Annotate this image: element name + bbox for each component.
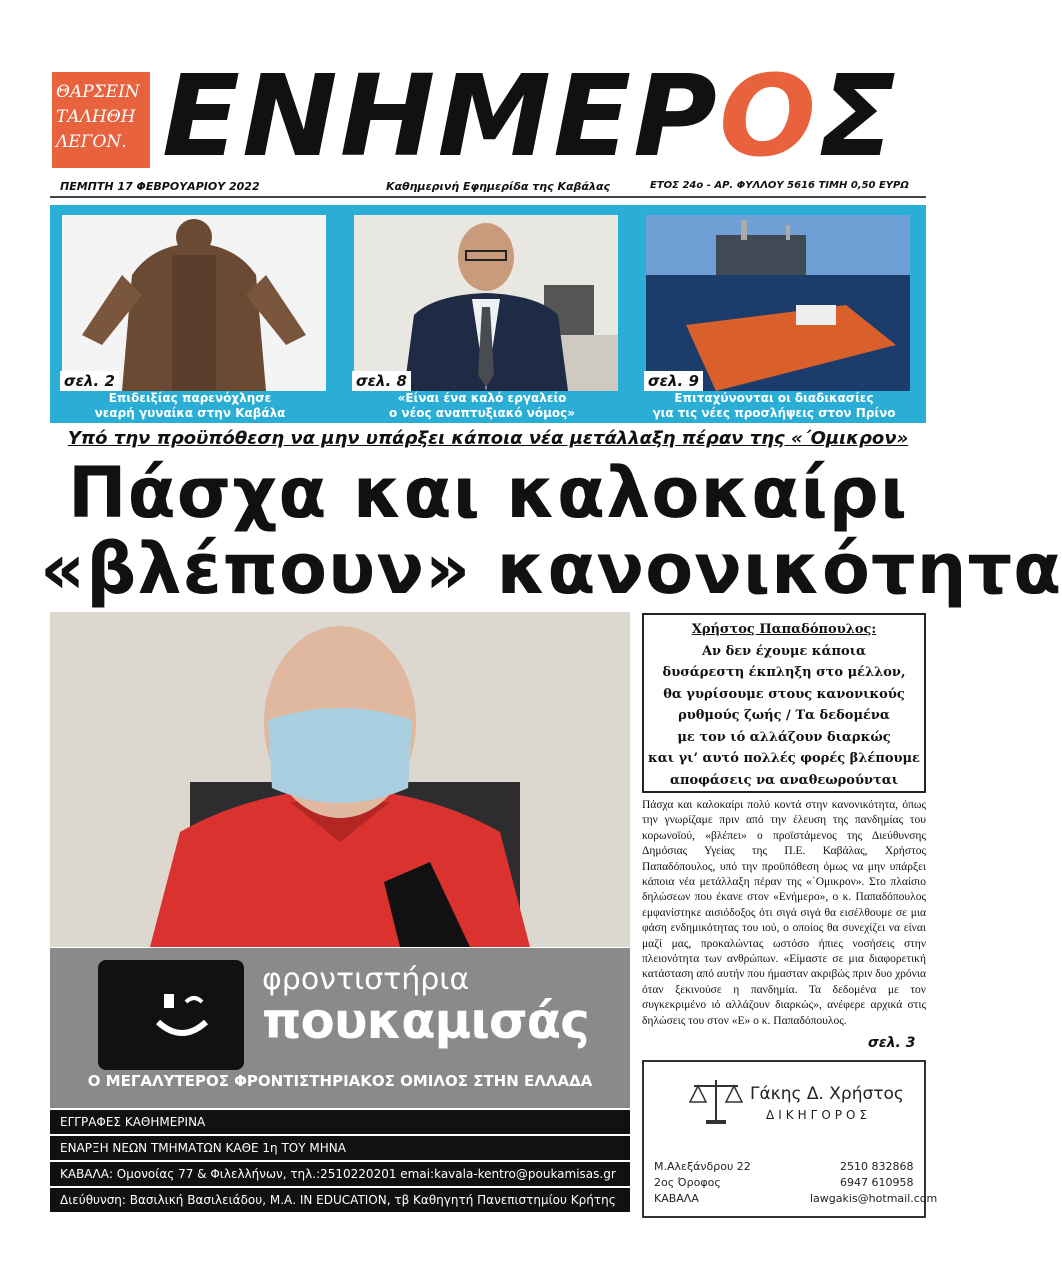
issue-info: ΕΤΟΣ 24ο - ΑΡ. ΦΥΛΛΟΥ 5616 ΤΙΜΗ 0,50 ΕΥΡΩ: [650, 180, 909, 191]
lawyer-business-card: [642, 1060, 938, 1218]
teaser-photo-oil-platform: [646, 215, 910, 391]
card-phone2: 6947 610958: [840, 1176, 914, 1189]
card-city: ΚΑΒΑΛΑ: [654, 1192, 699, 1205]
teaser-page-ref: σελ. 9: [644, 371, 703, 391]
quote-line: δυσάρεστη έκπληξη στο μέλλον,: [662, 665, 906, 680]
quote-line: θα γυρίσουμε στους κανονικούς: [663, 686, 905, 702]
lead-headline-line1: Πάσχα και καλοκαίρι: [68, 452, 908, 534]
teaser-caption: Επιταχύνονται οι διαδικασίες για τις νέες προσλήψεις στον Πρίνο: [652, 391, 896, 420]
main-photo-masked-man: [50, 612, 630, 947]
tutoring-ad[interactable]: [50, 948, 630, 1108]
ad-bar: ΕΓΓΡΑΦΕΣ ΚΑΘΗΜΕΡΙΝΑ: [50, 1110, 630, 1134]
lawyer-name: Γάκης Δ. Χρήστος: [750, 1084, 904, 1104]
ad-brand-small: φροντιστήρια: [262, 962, 470, 997]
teaser-page-ref: σελ. 8: [352, 371, 411, 391]
masthead-rule: [50, 196, 926, 198]
card-address2: 2ος Όροφος: [654, 1176, 721, 1189]
teaser-caption: «Είναι ένα καλό εργαλείο ο νέος αναπτυξιακό νόμος»: [388, 391, 576, 420]
teaser-strip: [50, 205, 926, 423]
issue-date: ΠΕΜΠΤΗ 17 ΦΕΒΡΟΥΑΡΙΟΥ 2022: [60, 180, 260, 193]
ad-bar: ΚΑΒΑΛΑ: Ομονοίας 77 & Φιλελλήνων, τηλ.:2510220201 emai:kavala-kentro@poukamisas.gr: [50, 1162, 630, 1186]
smiley-logo-icon: [98, 960, 244, 1070]
teaser-item[interactable]: [342, 205, 622, 423]
teaser-caption: Επιδειξίας παρενόχλησε νεαρή γυναίκα στην Καβάλα: [94, 391, 286, 420]
ad-tagline: Ο ΜΕΓΑΛΥΤΕΡΟΣ ΦΡΟΝΤΙΣΤΗΡΙΑΚΟΣ ΟΜΙΛΟΣ ΣΤΗΝ ΕΛΛΑΔΑ: [87, 1072, 593, 1090]
teaser-page-ref: σελ. 2: [60, 371, 119, 391]
card-address1: Μ.Αλεξάνδρου 22: [654, 1160, 751, 1173]
article-page-ref[interactable]: σελ. 3: [868, 1035, 916, 1051]
quote-line: και γι’ αυτό πολλές φορές βλέπουμε: [648, 751, 920, 766]
lead-kicker: Υπό την προϋπόθεση να μην υπάρξει κάποια νέα μετάλλαξη πέραν της «΄Ομικρον»: [67, 428, 909, 449]
ad-brand-big: πουκαμισάς: [262, 992, 589, 1050]
ad-bar: Διεύθυνση: Βασιλική Βασιλειάδου, Μ.Α. IN EDUCATION, τβ Καθηγητή Πανεπιστημίου Κρήτης: [50, 1188, 630, 1212]
masthead: [50, 52, 926, 182]
teaser-photo-flasher: [62, 215, 326, 391]
masthead-motto: ΘΑΡΣΕΙΝ ΤΑΛΗΘΗ ΛΕΓΟΝ.: [52, 72, 150, 168]
teaser-item[interactable]: [50, 205, 330, 423]
quote-speaker: Χρήστος Παπαδόπουλος:: [691, 622, 877, 637]
ad-info-bars: [50, 1110, 630, 1214]
scales-of-justice-icon: [688, 1076, 744, 1130]
quote-line: με τον ιό αλλάζουν διαρκώς: [677, 729, 891, 745]
quote-box: [642, 613, 926, 793]
article-body: Πάσχα και καλοκαίρι πολύ κοντά στην κανονικότητα, όπως την γνωρίζαμε πριν από την έλευση της πανδημίας του κορωνοϊού, «βλέπει» ο προϊστάμενος της Διεύθυνσης Δημόσιας Υγείας της Π.Ε. Καβάλας, Χρήστος Παπαδόπουλος, υπό την προϋπόθεση όμως να μην υπάρξει κάποια νέα μετάλλαξη πέραν της «΄Ομικρον». Στο πλαίσιο δηλώσεων που έκανε στον «Ενήμερο», ο κ. Παπαδόπουλος εμφανίστηκε αισιόδοξος ότι σιγά σιγά θα εισέλθουμε σε μια φάση ενδημικότητας του ιού, ο οποίος θα συνεχίζει να είναι μαζί μας, προκαλώντας ωστόσο ήπιες νοσήσεις στην πλειονότητα των ανθρώπων. «Είμαστε σε μια διαφορετική κατάσταση από αυτήν που ήμασταν ακριβώς πριν δυο χρόνια όταν ξεκινούσε η πανδημία. Τα δεδομένα με τον συγκεκριμένο ιό αλλάζουν διαρκώς», ανέφερε αρχικά στις δηλώσεις του στον «Ε» ο κ. Παπαδόπουλος.: [642, 799, 926, 1027]
lawyer-title: ΔΙΚΗΓΟΡΟΣ: [766, 1108, 872, 1122]
card-phone1: 2510 832868: [840, 1160, 914, 1173]
quote-line: ρυθμούς ζωής / Τα δεδομένα: [678, 708, 890, 723]
card-email: lawgakis@hotmail.com: [810, 1192, 938, 1205]
quote-line: αποφάσεις να αναθεωρούνται: [669, 772, 899, 788]
lead-headline-line2: «βλέπουν» κανονικότητα: [40, 528, 1062, 610]
newspaper-logo: ΕΝΗΜΕΡΟΣ: [162, 52, 899, 182]
newspaper-subtitle: Καθημερινή Εφημερίδα της Καβάλας: [386, 180, 611, 193]
teaser-photo-official: [354, 215, 618, 391]
ad-bar: ΕΝΑΡΞΗ ΝΕΩΝ ΤΜΗΜΑΤΩΝ ΚΑΘΕ 1η ΤΟΥ ΜΗΝΑ: [50, 1136, 630, 1160]
quote-line: Αν δεν έχουμε κάποια: [701, 643, 867, 659]
teaser-item[interactable]: [634, 205, 914, 423]
